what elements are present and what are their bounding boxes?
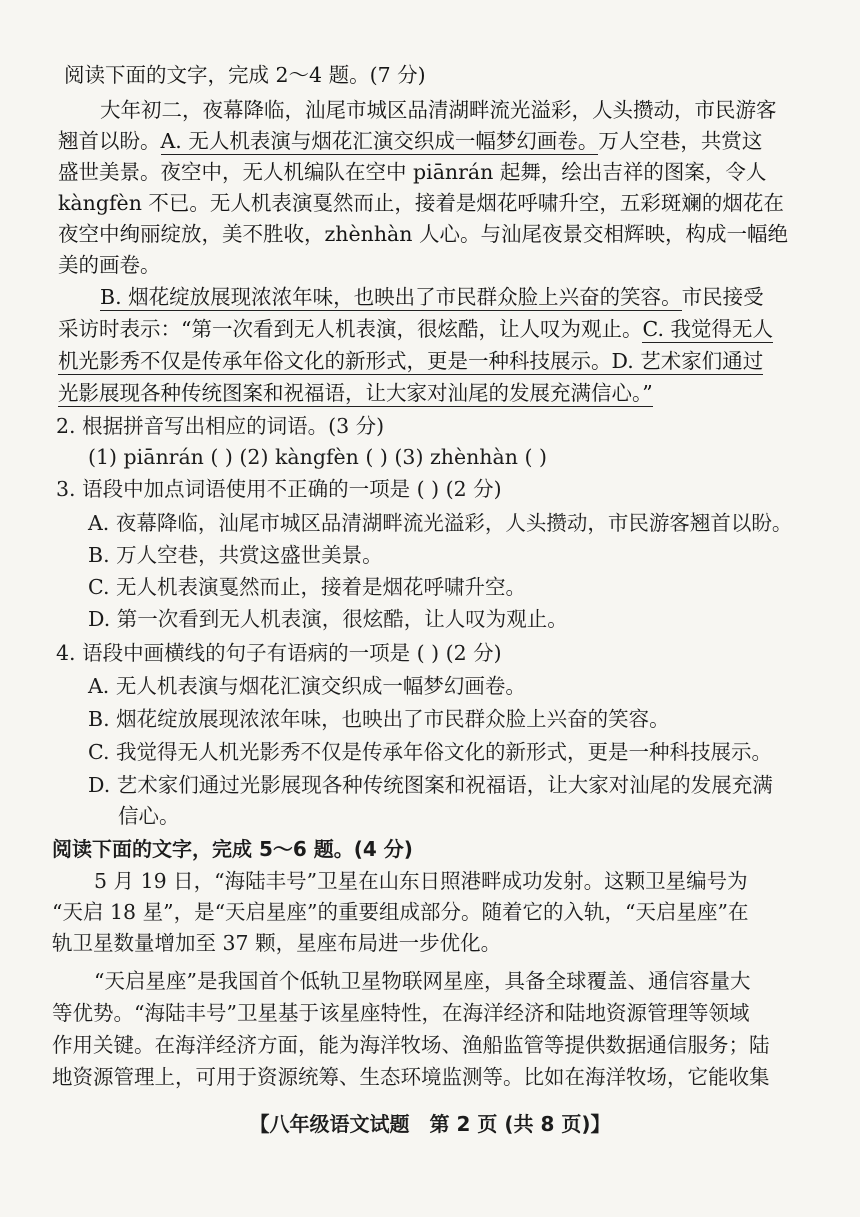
passage1-line-6: 美的画卷。	[58, 253, 161, 277]
q4-option-d: D. 艺术家们通过光影展现各种传统图案和祝福语，让大家对汕尾的发展充满	[88, 773, 773, 797]
page-footer: 【八年级语文试题 第 2 页 (共 8 页)】	[249, 1112, 611, 1136]
passage1-text: 万人空巷，共赏这	[598, 129, 763, 153]
underlined-sentence-c-cont: 机光影秀不仅是传承年俗文化的新形式，更是一种科技展示。	[58, 349, 612, 373]
q3-option-d: D. 第一次看到无人机表演，很炫酷，让人叹为观止。	[88, 607, 568, 631]
q4-option-d-cont: 信心。	[118, 804, 180, 828]
q3-option-a: A. 夜幕降临，汕尾市城区品清湖畔流光溢彩，人头攒动，市民游客翘首以盼。	[88, 511, 793, 535]
passage2-line-2	[58, 314, 860, 344]
passage1-line-3: 盛世美景。夜空中，无人机编队在空中 piānrán 起舞，绘出吉祥的图案，令人	[58, 160, 767, 184]
passage1-line-1: 大年初二，夜幕降临，汕尾市城区品清湖畔流光溢彩，人头攒动，市民游客	[100, 98, 777, 122]
passage2-text: 采访时表示：“第一次看到无人机表演，很炫酷，让人叹为观止。	[58, 317, 643, 341]
passage3-line-2: “天启 18 星”，是“天启星座”的重要组成部分。随着它的入轨，“天启星座”在	[52, 900, 749, 924]
q4-option-b: B. 烟花绽放展现浓浓年味，也映出了市民群众脸上兴奋的笑容。	[88, 707, 670, 731]
underlined-sentence-c: C. 我觉得无人	[642, 317, 773, 341]
passage2-text: 市民接受	[681, 285, 764, 309]
q2-stem: 2. 根据拼音写出相应的词语。(3 分)	[56, 414, 385, 438]
section2-heading: 阅读下面的文字，完成 5～6 题。(4 分)	[52, 837, 413, 861]
passage4-line-1: “天启星座”是我国首个低轨卫星物联网星座，具备全球覆盖、通信容量大	[94, 969, 751, 993]
passage3-line-1: 5 月 19 日，“海陆丰号”卫星在山东日照港畔成功发射。这颗卫星编号为	[94, 869, 748, 893]
passage1-line-5: 夜空中绚丽绽放，美不胜收，zhènhàn 人心。与汕尾夜景交相辉映，构成一幅绝	[58, 222, 788, 246]
passage4-line-4: 地资源管理上，可用于资源统筹、生态环境监测等。比如在海洋牧场，它能收集	[52, 1065, 770, 1089]
underlined-sentence-d-cont: 光影展现各种传统图案和祝福语，让大家对汕尾的发展充满信心。”	[58, 381, 653, 405]
q4-option-c: C. 我觉得无人机光影秀不仅是传承年俗文化的新形式，更是一种科技展示。	[88, 740, 772, 764]
passage4-line-3: 作用关键。在海洋经济方面，能为海洋牧场、渔船监管等提供数据通信服务；陆	[52, 1033, 770, 1057]
q4-option-a: A. 无人机表演与烟花汇演交织成一幅梦幻画卷。	[88, 674, 526, 698]
passage3-line-3: 轨卫星数量增加至 37 颗，星座布局进一步优化。	[52, 931, 502, 955]
passage2-line-4	[58, 378, 860, 408]
q3-option-c: C. 无人机表演戛然而止，接着是烟花呼啸升空。	[88, 575, 526, 599]
q3-option-b: B. 万人空巷，共赏这盛世美景。	[88, 543, 383, 567]
underlined-sentence-d: D. 艺术家们通过	[611, 349, 764, 373]
underlined-sentence-b: B. 烟花绽放展现浓浓年味，也映出了市民群众脸上兴奋的笑容。	[100, 285, 682, 309]
passage1-line-2	[58, 126, 860, 156]
q4-stem: 4. 语段中画横线的句子有语病的一项是 ( ) (2 分)	[56, 641, 502, 665]
q2-items: (1) piānrán ( ) (2) kàngfèn ( ) (3) zhènhàn ( )	[88, 445, 547, 469]
passage1-text: 翘首以盼。	[58, 129, 161, 153]
underlined-sentence-a: A. 无人机表演与烟花汇演交织成一幅梦幻画卷。	[160, 129, 599, 153]
passage2-line-1	[100, 282, 860, 312]
passage2-line-3	[58, 346, 860, 376]
passage4-line-2: 等优势。“海陆丰号”卫星基于该星座特性，在海洋经济和陆地资源管理等领域	[52, 1001, 750, 1025]
passage1-line-4: kàngfèn 不已。无人机表演戛然而止，接着是烟花呼啸升空，五彩斑斓的烟花在	[58, 191, 784, 215]
q3-stem: 3. 语段中加点词语使用不正确的一项是 ( ) (2 分)	[56, 477, 502, 501]
section1-heading: 阅读下面的文字，完成 2～4 题。(7 分)	[64, 63, 426, 87]
